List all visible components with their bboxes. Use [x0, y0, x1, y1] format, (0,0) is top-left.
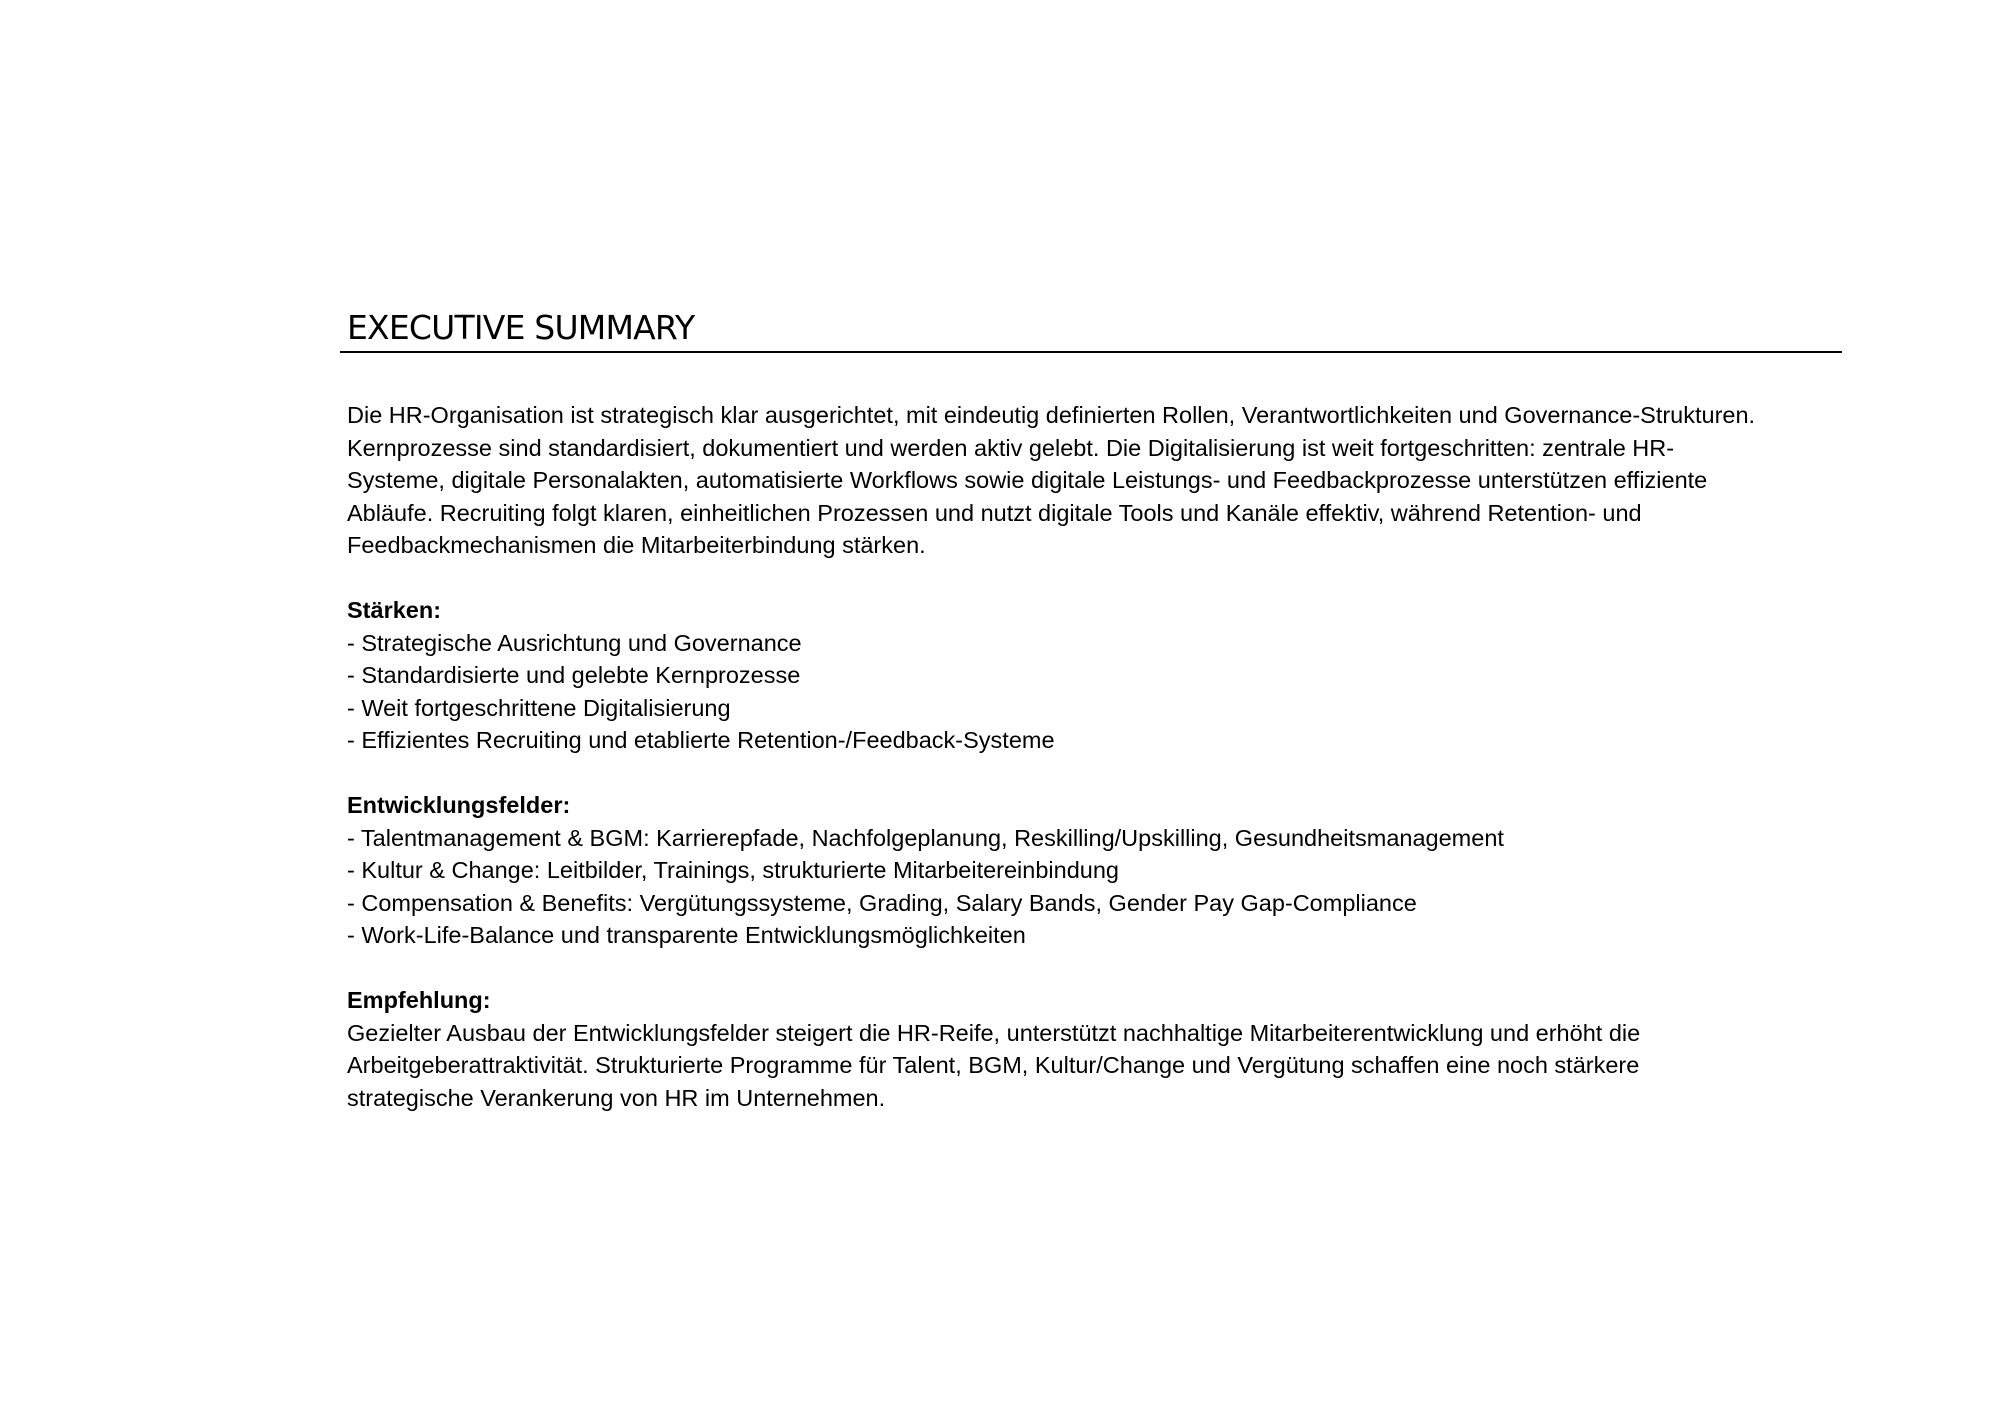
recommendation-section: [347, 984, 1847, 1114]
strengths-heading: Stärken:: [347, 597, 442, 623]
list-item: - Talentmanagement & BGM: Karrierepfade, Nachfolgeplanung, Reskilling/Upskilling, Gesundheitsmanagement: [347, 824, 1504, 851]
list-item: - Work-Life-Balance und transparente Entwicklungsmöglichkeiten: [347, 922, 1026, 948]
intro-line: Feedbackmechanismen die Mitarbeiterbindung stärken.: [347, 532, 926, 558]
intro-line: Die HR-Organisation ist strategisch klar ausgerichtet, mit eindeutig definierten Rollen, Verantwortlichkeiten und Governance-Strukturen.: [347, 402, 1756, 428]
recommendation-line: Arbeitgeberattraktivität. Strukturierte Programme für Talent, BGM, Kultur/Change und Vergütung schaffen eine noch stärkere: [347, 1052, 1640, 1078]
intro-line: Kernprozesse sind standardisiert, dokumentiert und werden aktiv gelebt. Die Digitalisierung ist weit fortgeschritten: zentrale HR-: [347, 434, 1675, 461]
summary-body: [347, 399, 1847, 1114]
intro-line: Systeme, digitale Personalakten, automatisierte Workflows sowie digitale Leistungs- und Feedbackprozesse unterstützen effiziente: [347, 467, 1708, 493]
list-item: - Effizientes Recruiting und etablierte Retention-/Feedback-Systeme: [347, 727, 1055, 753]
page-title: EXECUTIVE SUMMARY: [347, 308, 695, 347]
development-list: [347, 822, 1847, 952]
strengths-section: [347, 594, 1847, 757]
list-item: - Weit fortgeschrittene Digitalisierung: [347, 694, 731, 721]
development-section: [347, 789, 1847, 952]
list-item: - Standardisierte und gelebte Kernprozesse: [347, 662, 801, 688]
development-heading: Entwicklungsfelder:: [347, 792, 571, 818]
intro-line: Abläufe. Recruiting folgt klaren, einheitlichen Prozessen und nutzt digitale Tools und Kanäle effektiv, während Retention- und: [347, 499, 1642, 526]
strengths-list: [347, 627, 1847, 757]
heading-block: [340, 308, 1842, 353]
recommendation-paragraph: [347, 1017, 1847, 1115]
list-item: - Strategische Ausrichtung und Governance: [347, 629, 802, 656]
list-item: - Kultur & Change: Leitbilder, Trainings, strukturierte Mitarbeitereinbindung: [347, 857, 1119, 883]
recommendation-line: Gezielter Ausbau der Entwicklungsfelder steigert die HR-Reife, unterstützt nachhaltige Mitarbeiterentwicklung und erhöht die: [347, 1019, 1641, 1046]
list-item: - Compensation & Benefits: Vergütungssysteme, Grading, Salary Bands, Gender Pay Gap-Compliance: [347, 889, 1417, 916]
recommendation-line: strategische Verankerung von HR im Unternehmen.: [347, 1084, 886, 1111]
intro-paragraph: [347, 399, 1847, 562]
recommendation-heading: Empfehlung:: [347, 987, 491, 1013]
